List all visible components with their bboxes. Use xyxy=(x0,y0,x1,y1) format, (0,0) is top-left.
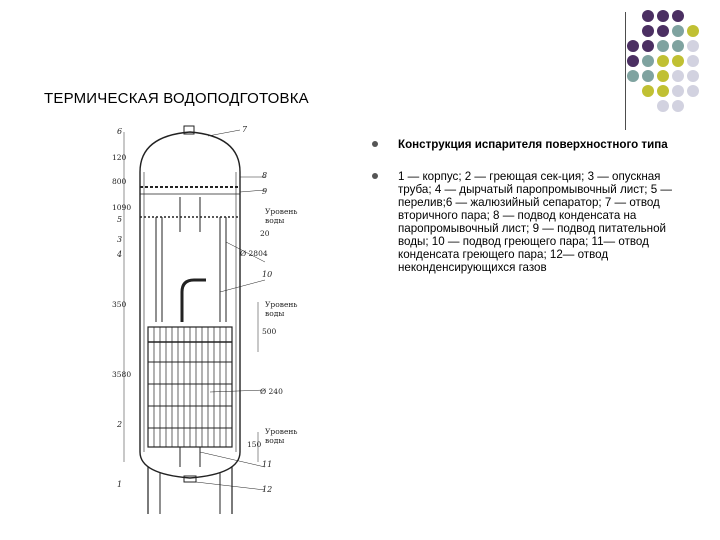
dimension-label: 800 xyxy=(112,177,127,186)
dimension-label: 20 xyxy=(260,229,270,238)
dot-row-4 xyxy=(627,55,699,67)
part-number-label: 4 xyxy=(117,250,123,259)
part-number-label: 12 xyxy=(262,485,273,494)
water-level-label: Уровень xyxy=(265,207,298,216)
part-number-label: 1 xyxy=(117,480,123,489)
diameter-label: Ø 2804 xyxy=(240,249,268,258)
part-number-label: 6 xyxy=(117,127,123,136)
water-level-label: воды xyxy=(265,216,285,225)
part-number-label: 3 xyxy=(117,235,123,244)
steam-inlet-elbow xyxy=(182,280,206,322)
part-number-label: 2 xyxy=(117,420,123,429)
dot-row-3 xyxy=(627,40,699,52)
part-number-label: 8 xyxy=(262,171,268,180)
part-number-label: 5 xyxy=(117,215,123,224)
bullet-item xyxy=(372,138,690,151)
water-level-label: Уровень xyxy=(265,300,298,309)
part-number-label: 10 xyxy=(262,270,273,279)
dot-row-6 xyxy=(642,85,699,97)
bullet-dot-icon xyxy=(372,173,378,179)
slide-title: ТЕРМИЧЕСКАЯ ВОДОПОДГОТОВКА xyxy=(44,90,309,107)
dimension-label: 150 xyxy=(247,440,262,449)
dimension-label: 500 xyxy=(262,327,277,336)
bullet-item xyxy=(372,170,690,274)
bullet-dot-icon xyxy=(372,141,378,147)
dot-row-1 xyxy=(642,10,684,22)
evaporator-diagram xyxy=(110,122,310,517)
bullet-text: 1 — корпус; 2 — греющая сек-ция; 3 — опускная труба; 4 — дырчатый паропромывочный лист; 5 — перелив;6 — жалюзийный сепаратор; 7 — отвод вторичного пара; 8 — подвод конденсата на паропромывочный лист; 9 — подвод питательной воды; 10 — подвод греющего пара; 11— отвод конденсата греющего пара; 12— отвод неконденсирующихся газов xyxy=(398,170,673,274)
bottom-drain-nozzle xyxy=(184,476,196,482)
dot-row-2 xyxy=(642,25,699,37)
bullet-text: Конструкция испарителя поверхностного типа xyxy=(398,138,668,151)
diameter-label: Ø 240 xyxy=(260,387,283,396)
dimension-label: 1090 xyxy=(112,203,132,212)
dot-row-7 xyxy=(657,100,684,112)
dot-row-5 xyxy=(627,70,699,82)
decorative-vertical-line xyxy=(625,12,626,130)
part-number-label: 11 xyxy=(262,460,273,469)
dimension-label: 120 xyxy=(112,153,127,162)
part-number-label: 9 xyxy=(262,187,268,196)
bullet-list xyxy=(372,138,690,274)
water-level-label: Уровень xyxy=(265,427,298,436)
part-number-label: 7 xyxy=(242,125,248,134)
dimension-label: 350 xyxy=(112,300,127,309)
water-level-label: воды xyxy=(265,436,285,445)
dimension-label: 3580 xyxy=(112,370,132,379)
water-level-label: воды xyxy=(265,309,285,318)
